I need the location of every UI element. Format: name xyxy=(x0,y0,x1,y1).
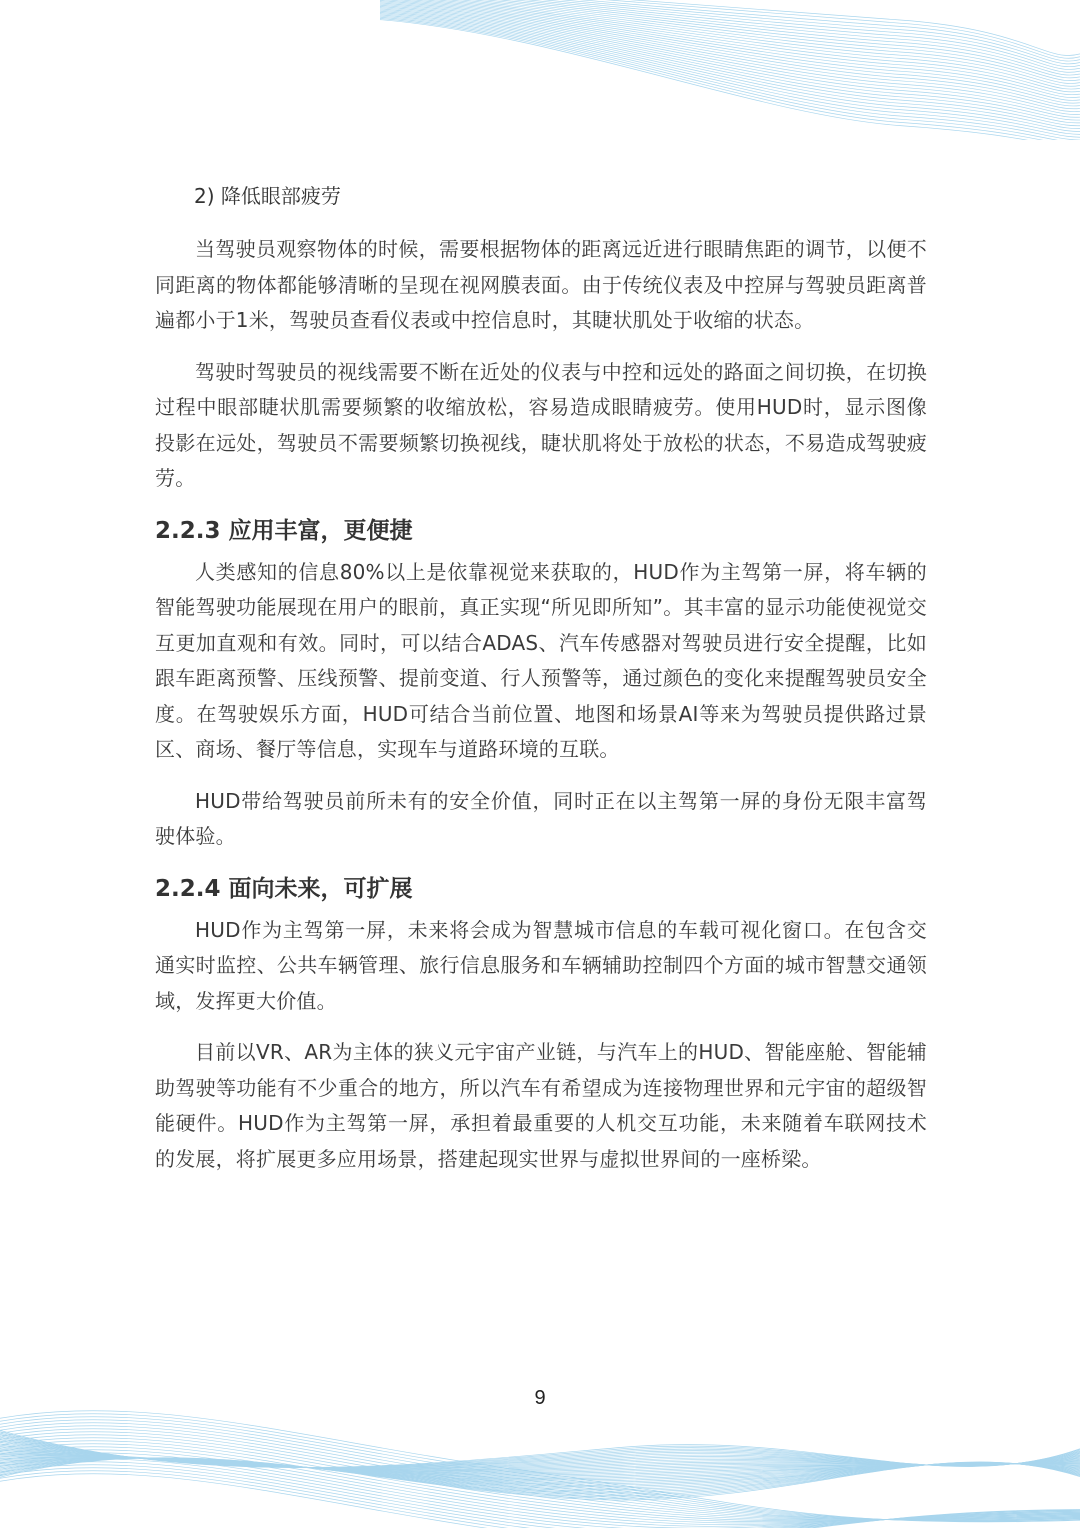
wave-line xyxy=(380,0,1080,100)
wave-line xyxy=(0,1462,1080,1528)
wave-line xyxy=(0,1456,1080,1528)
wave-line xyxy=(0,1458,1080,1490)
wave-line xyxy=(380,0,1080,83)
wave-line xyxy=(380,0,1080,86)
wave-line xyxy=(0,1414,1080,1522)
wave-line xyxy=(0,1435,1080,1468)
paragraph: 目前以VR、AR为主体的狭义元宇宙产业链，与汽车上的HUD、智能座舱、智能辅助驾驶等功能有不少重合的地方，所以汽车有希望成为连接物理世界和元宇宙的超级智能硬件。HUD作为主驾第一屏，承担着最重要的人机交互功能，未来随着车联网技术的发展，将扩展更多应用场景，搭建起现实世界与虚拟世界间的一座桥梁。 xyxy=(155,1040,927,1171)
wave-line xyxy=(0,1440,1080,1469)
wave-line xyxy=(0,1446,1080,1471)
wave-line xyxy=(0,1435,1080,1520)
wave-line xyxy=(0,1453,1080,1475)
wave-line xyxy=(380,12,1080,131)
wave-line xyxy=(380,0,1080,61)
wave-line xyxy=(380,0,1080,56)
wave-line xyxy=(0,1458,1080,1497)
wave-line xyxy=(0,1432,1080,1520)
wave-line xyxy=(0,1444,1080,1522)
wave-line xyxy=(0,1474,1080,1528)
wave-line xyxy=(0,1458,1080,1493)
wave-line xyxy=(0,1459,1080,1528)
wave-line xyxy=(380,0,1080,95)
wave-line xyxy=(380,18,1080,140)
wave-line xyxy=(380,11,1080,128)
wave-line xyxy=(380,4,1080,112)
wave-line xyxy=(380,0,1080,89)
wave-line xyxy=(0,1443,1080,1469)
wave-line xyxy=(0,1471,1080,1528)
wave-line xyxy=(380,9,1080,123)
page-number: 9 xyxy=(534,1387,546,1409)
wave-line xyxy=(380,16,1080,140)
wave-line xyxy=(0,1458,1080,1496)
wave-line xyxy=(0,1453,1080,1527)
wave-line xyxy=(380,0,1080,75)
wave-line xyxy=(0,1450,1080,1473)
wave-line xyxy=(380,0,1080,67)
wave-line xyxy=(0,1452,1080,1474)
wave-line xyxy=(0,1457,1080,1481)
wave-line xyxy=(0,1428,1080,1468)
wave-line xyxy=(0,1456,1080,1478)
wave-line xyxy=(0,1441,1080,1469)
wave-line xyxy=(380,8,1080,120)
wave-line xyxy=(0,1432,1080,1468)
wave-line xyxy=(380,0,1080,103)
wave-line xyxy=(0,1447,1080,1471)
wave-line xyxy=(0,1429,1080,1468)
bottom-wave-decoration xyxy=(0,1360,1080,1528)
wave-line xyxy=(380,0,1080,78)
wave-line xyxy=(380,2,1080,106)
wave-line xyxy=(0,1457,1080,1480)
wave-line xyxy=(380,0,1080,69)
wave-line xyxy=(0,1441,1080,1521)
wave-line xyxy=(0,1458,1080,1484)
wave-line xyxy=(0,1458,1080,1500)
wave-line xyxy=(0,1458,1080,1483)
top-wave-decoration xyxy=(0,0,1080,140)
wave-line xyxy=(380,3,1080,109)
wave-line xyxy=(0,1458,1080,1494)
wave-line xyxy=(0,1444,1080,1470)
document-body xyxy=(155,178,927,1193)
wave-line xyxy=(380,0,1080,98)
wave-line xyxy=(0,1438,1080,1520)
wave-line xyxy=(0,1454,1080,1476)
paragraph: 人类感知的信息80%以上是依靠视觉来获取的，HUD作为主驾第一屏，将车辆的智能驾驶功能展现在用户的眼前，真正实现“所见即所知”。其丰富的显示功能使视觉交互更加直观和有效。同时，可以结合ADAS、汽车传感器对驾驶员进行安全提醒，比如跟车距离预警、压线预警、提前变道、行人预警等，通过颜色的变化来提醒驾驶员安全度。在驾驶娱乐方面，HUD可结合当前位置、地图和场景AI等来为驾驶员提供路过景区、商场、餐厅等信息，实现车与道路环境的互联。 xyxy=(155,559,927,761)
wave-line xyxy=(380,6,1080,117)
wave-line xyxy=(0,1417,1080,1521)
wave-line xyxy=(0,1465,1080,1528)
paragraph: 当驾驶员观察物体的时候，需要根据物体的距离远近进行眼睛焦距的调节，以便不同距离的物体都能够清晰的呈现在视网膜表面。由于传统仪表及中控屏与驾驶员距离普遍都小于1米，驾驶员查看仪表或中控信息时，其睫状肌处于收缩的状态。 xyxy=(155,237,927,332)
wave-line xyxy=(380,0,1080,72)
wave-line xyxy=(0,1468,1080,1528)
section-heading: 2.2.4 面向未来，可扩展 xyxy=(155,875,413,902)
wave-line xyxy=(380,15,1080,137)
paragraph: HUD作为主驾第一屏，未来将会成为智慧城市信息的车载可视化窗口。在包含交通实时监控、公共车辆管理、旅行信息服务和车辆辅助控制四个方面的城市智慧交通领域，发挥更大价值。 xyxy=(155,917,927,1013)
wave-line xyxy=(0,1449,1080,1472)
wave-line xyxy=(380,17,1080,140)
wave-line xyxy=(380,0,1080,64)
paragraph: 驾驶时驾驶员的视线需要不断在近处的仪表与中控和远处的路面之间切换，在切换过程中眼部睫状肌需要频繁的收缩放松，容易造成眼睛疲劳。使用HUD时，显示图像投影在远处，驾驶员不需要频繁切换视线，睫状肌将处于放松的状态，不易造成驾驶疲劳。 xyxy=(155,359,927,490)
wave-line xyxy=(0,1434,1080,1468)
paragraph: HUD带给驾驶员前所未有的安全价值，同时正在以主驾第一屏的身份无限丰富驾驶体验。 xyxy=(155,788,927,848)
wave-line xyxy=(0,1458,1080,1488)
wave-line xyxy=(380,10,1080,126)
section-subheading: 2) 降低眼部疲劳 xyxy=(194,184,341,208)
wave-line xyxy=(0,1458,1080,1499)
wave-line xyxy=(0,1438,1080,1468)
wave-line xyxy=(0,1458,1080,1485)
wave-line xyxy=(0,1426,1080,1520)
wave-line xyxy=(0,1456,1080,1478)
section-heading: 2.2.3 应用丰富，更便捷 xyxy=(155,517,413,544)
wave-line xyxy=(0,1431,1080,1468)
wave-line xyxy=(380,5,1080,114)
wave-line xyxy=(0,1437,1080,1468)
wave-line xyxy=(380,0,1080,92)
wave-line xyxy=(0,1411,1080,1522)
wave-line xyxy=(0,1447,1080,1523)
wave-line xyxy=(0,1458,1080,1491)
wave-line xyxy=(380,14,1080,135)
wave-line xyxy=(380,0,1080,81)
wave-line xyxy=(380,0,1080,58)
wave-line xyxy=(0,1423,1080,1520)
wave-line xyxy=(0,1450,1080,1525)
wave-line xyxy=(0,1420,1080,1521)
wave-line xyxy=(0,1458,1080,1487)
wave-line xyxy=(0,1429,1080,1520)
wave-line xyxy=(380,20,1080,140)
